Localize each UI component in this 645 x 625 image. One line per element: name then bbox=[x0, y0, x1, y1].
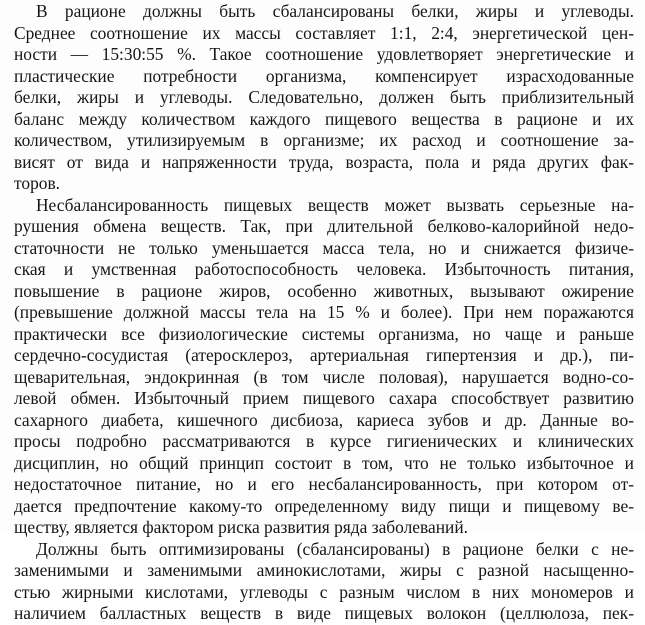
text-line: висят от вида и напряженности труда, возраста, пола и ряда других фак- bbox=[14, 151, 634, 172]
text-line: дисциплин, но общий принцип состоит в том, что не только избыточное и bbox=[14, 452, 634, 473]
text-line: недостаточное питание, но и его несбалансированность, при котором от- bbox=[14, 474, 634, 494]
text-line: практически все физиологические системы организма, но чаще и раньше bbox=[14, 323, 634, 344]
text-line: сахарного диабета, кишечного дисбиоза, кариеса зубов и др. Данные во- bbox=[14, 409, 634, 430]
text-line: наличием балластных веществ в виде пищевых волокон (целлюлоза, пек- bbox=[14, 603, 634, 623]
text-line: заменимыми и заменимыми аминокислотами, жиры с разной насыщенно- bbox=[14, 560, 634, 580]
text-line: рушения обмена веществ. Так, при длительной белково-калорийной недо- bbox=[14, 216, 634, 236]
text-line: пластические потребности организма, компенсирует израсходованные bbox=[14, 65, 634, 86]
text-line: количеством, утилизируемым в организме; их расход и соотношение за- bbox=[14, 130, 634, 150]
text-line: Несбалансированность пищевых веществ может вызвать серьезные на- bbox=[36, 194, 634, 215]
text-line: (превышение должной массы тела на 15 % и более). При нем поражаются bbox=[14, 302, 634, 322]
text-line: белки, жиры и углеводы. Следовательно, должен быть приблизительный bbox=[14, 87, 634, 107]
text-line: просы подробно рассматриваются в курсе гигиенических и клинических bbox=[14, 431, 634, 451]
text-line: стью жирными кислотами, углеводы с разным числом в них мономеров и bbox=[14, 581, 634, 602]
text-line: дается предпочтение какому-то определенному виду пищи и пищевому ве- bbox=[14, 495, 634, 516]
text-line: ществу, является фактором риска развития ряда заболеваний. bbox=[14, 517, 468, 537]
text-line: В рационе должны быть сбалансированы белки, жиры и углеводы. bbox=[36, 1, 634, 21]
text-line: торов. bbox=[14, 173, 61, 193]
paragraph-3 bbox=[14, 539, 634, 625]
text-line: статочности не только уменьшается масса тела, но и снижается физиче- bbox=[14, 237, 634, 258]
body-text bbox=[14, 1, 634, 625]
paragraph-2 bbox=[14, 195, 634, 539]
paragraph-1 bbox=[14, 1, 634, 195]
text-line: ности — 15:30:55 %. Такое соотношение удовлетворяет энергетические и bbox=[14, 44, 634, 64]
text-line: ская и умственная работоспособность человека. Избыточность питания, bbox=[14, 259, 634, 279]
text-line: баланс между количеством каждого пищевого вещества в рационе и их bbox=[14, 108, 634, 129]
text-line: сердечно-сосудистая (атеросклероз, артериальная гипертензия и др.), пи- bbox=[14, 345, 634, 365]
text-line: левой обмен. Избыточный прием пищевого сахара способствует развитию bbox=[14, 388, 634, 408]
text-line: щеварительная, эндокринная (в том числе половая), нарушается водно-со- bbox=[14, 366, 634, 387]
text-line: повышение в рационе жиров, особенно животных, вызывают ожирение bbox=[14, 280, 634, 301]
text-line: Среднее соотношение их массы составляет 1:1, 2:4, энергетической цен- bbox=[14, 22, 634, 43]
text-line: Должны быть оптимизированы (сбалансированы) в рационе белки с не- bbox=[36, 538, 634, 559]
